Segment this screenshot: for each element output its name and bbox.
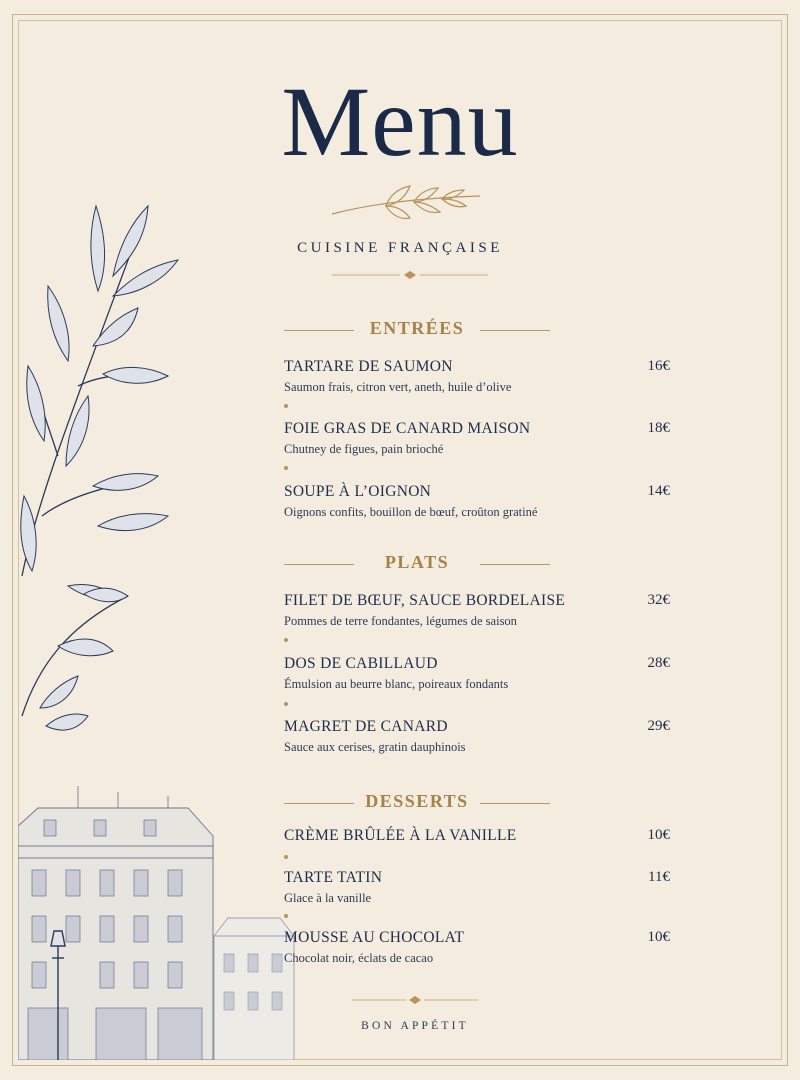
item-name: CRÈME BRÛLÉE À LA VANILLE [284,827,517,844]
item-description: Émulsion au beurre blanc, poireaux fondants [284,677,509,691]
item-description: Glace à la vanille [284,891,372,905]
item-name: MAGRET DE CANARD [284,718,448,735]
item-price: 32€ [647,592,670,608]
menu-subtitle: CUISINE FRANÇAISE [297,240,503,256]
item-separator-dot [284,855,288,859]
item-description: Saumon frais, citron vert, aneth, huile d’olive [284,380,512,394]
item-description: Chocolat noir, éclats de cacao [284,951,434,965]
subtitle-divider [330,268,490,282]
item-price: 10€ [647,827,670,843]
item-name: DOS DE CABILLAUD [284,655,438,672]
item-description: Oignons confits, bouillon de bœuf, croûton gratiné [284,505,538,519]
item-price: 18€ [647,420,670,436]
section-label: ENTRÉES [369,318,465,338]
section-entrees-heading [284,318,550,342]
item-description: Pommes de terre fondantes, légumes de saison [284,614,517,628]
section-desserts-heading [284,791,550,815]
section-label: DESSERTS [365,791,469,811]
parisian-building-illustration [18,786,308,1060]
item-name: FILET DE BŒUF, SAUCE BORDELAISE [284,592,566,609]
item-name: SOUPE À L’OIGNON [284,483,432,500]
item-separator-dot [284,404,288,408]
menu-footer: BON APPÉTIT [361,1020,469,1032]
item-description: Sauce aux cerises, gratin dauphinois [284,740,466,754]
item-price: 16€ [647,358,670,374]
item-name: TARTE TATIN [284,869,383,886]
section-plats-heading [284,552,550,576]
item-name: MOUSSE AU CHOCOLAT [284,929,465,946]
item-separator-dot [284,466,288,470]
item-price: 28€ [647,655,670,671]
item-name: TARTARE DE SAUMON [284,358,453,375]
item-price: 11€ [648,869,670,885]
item-price: 29€ [647,718,670,734]
item-separator-dot [284,638,288,642]
item-price: 14€ [647,483,670,499]
item-description: Chutney de figues, pain brioché [284,442,444,456]
item-price: 10€ [647,929,670,945]
menu-title: Menu [281,66,519,177]
item-separator-dot [284,914,288,918]
item-separator-dot [284,702,288,706]
olive-branch-illustration [18,196,188,756]
gold-sprig-ornament [330,184,482,224]
item-name: FOIE GRAS DE CANARD MAISON [284,420,531,437]
footer-divider [350,994,480,1006]
section-label: PLATS [384,552,450,572]
